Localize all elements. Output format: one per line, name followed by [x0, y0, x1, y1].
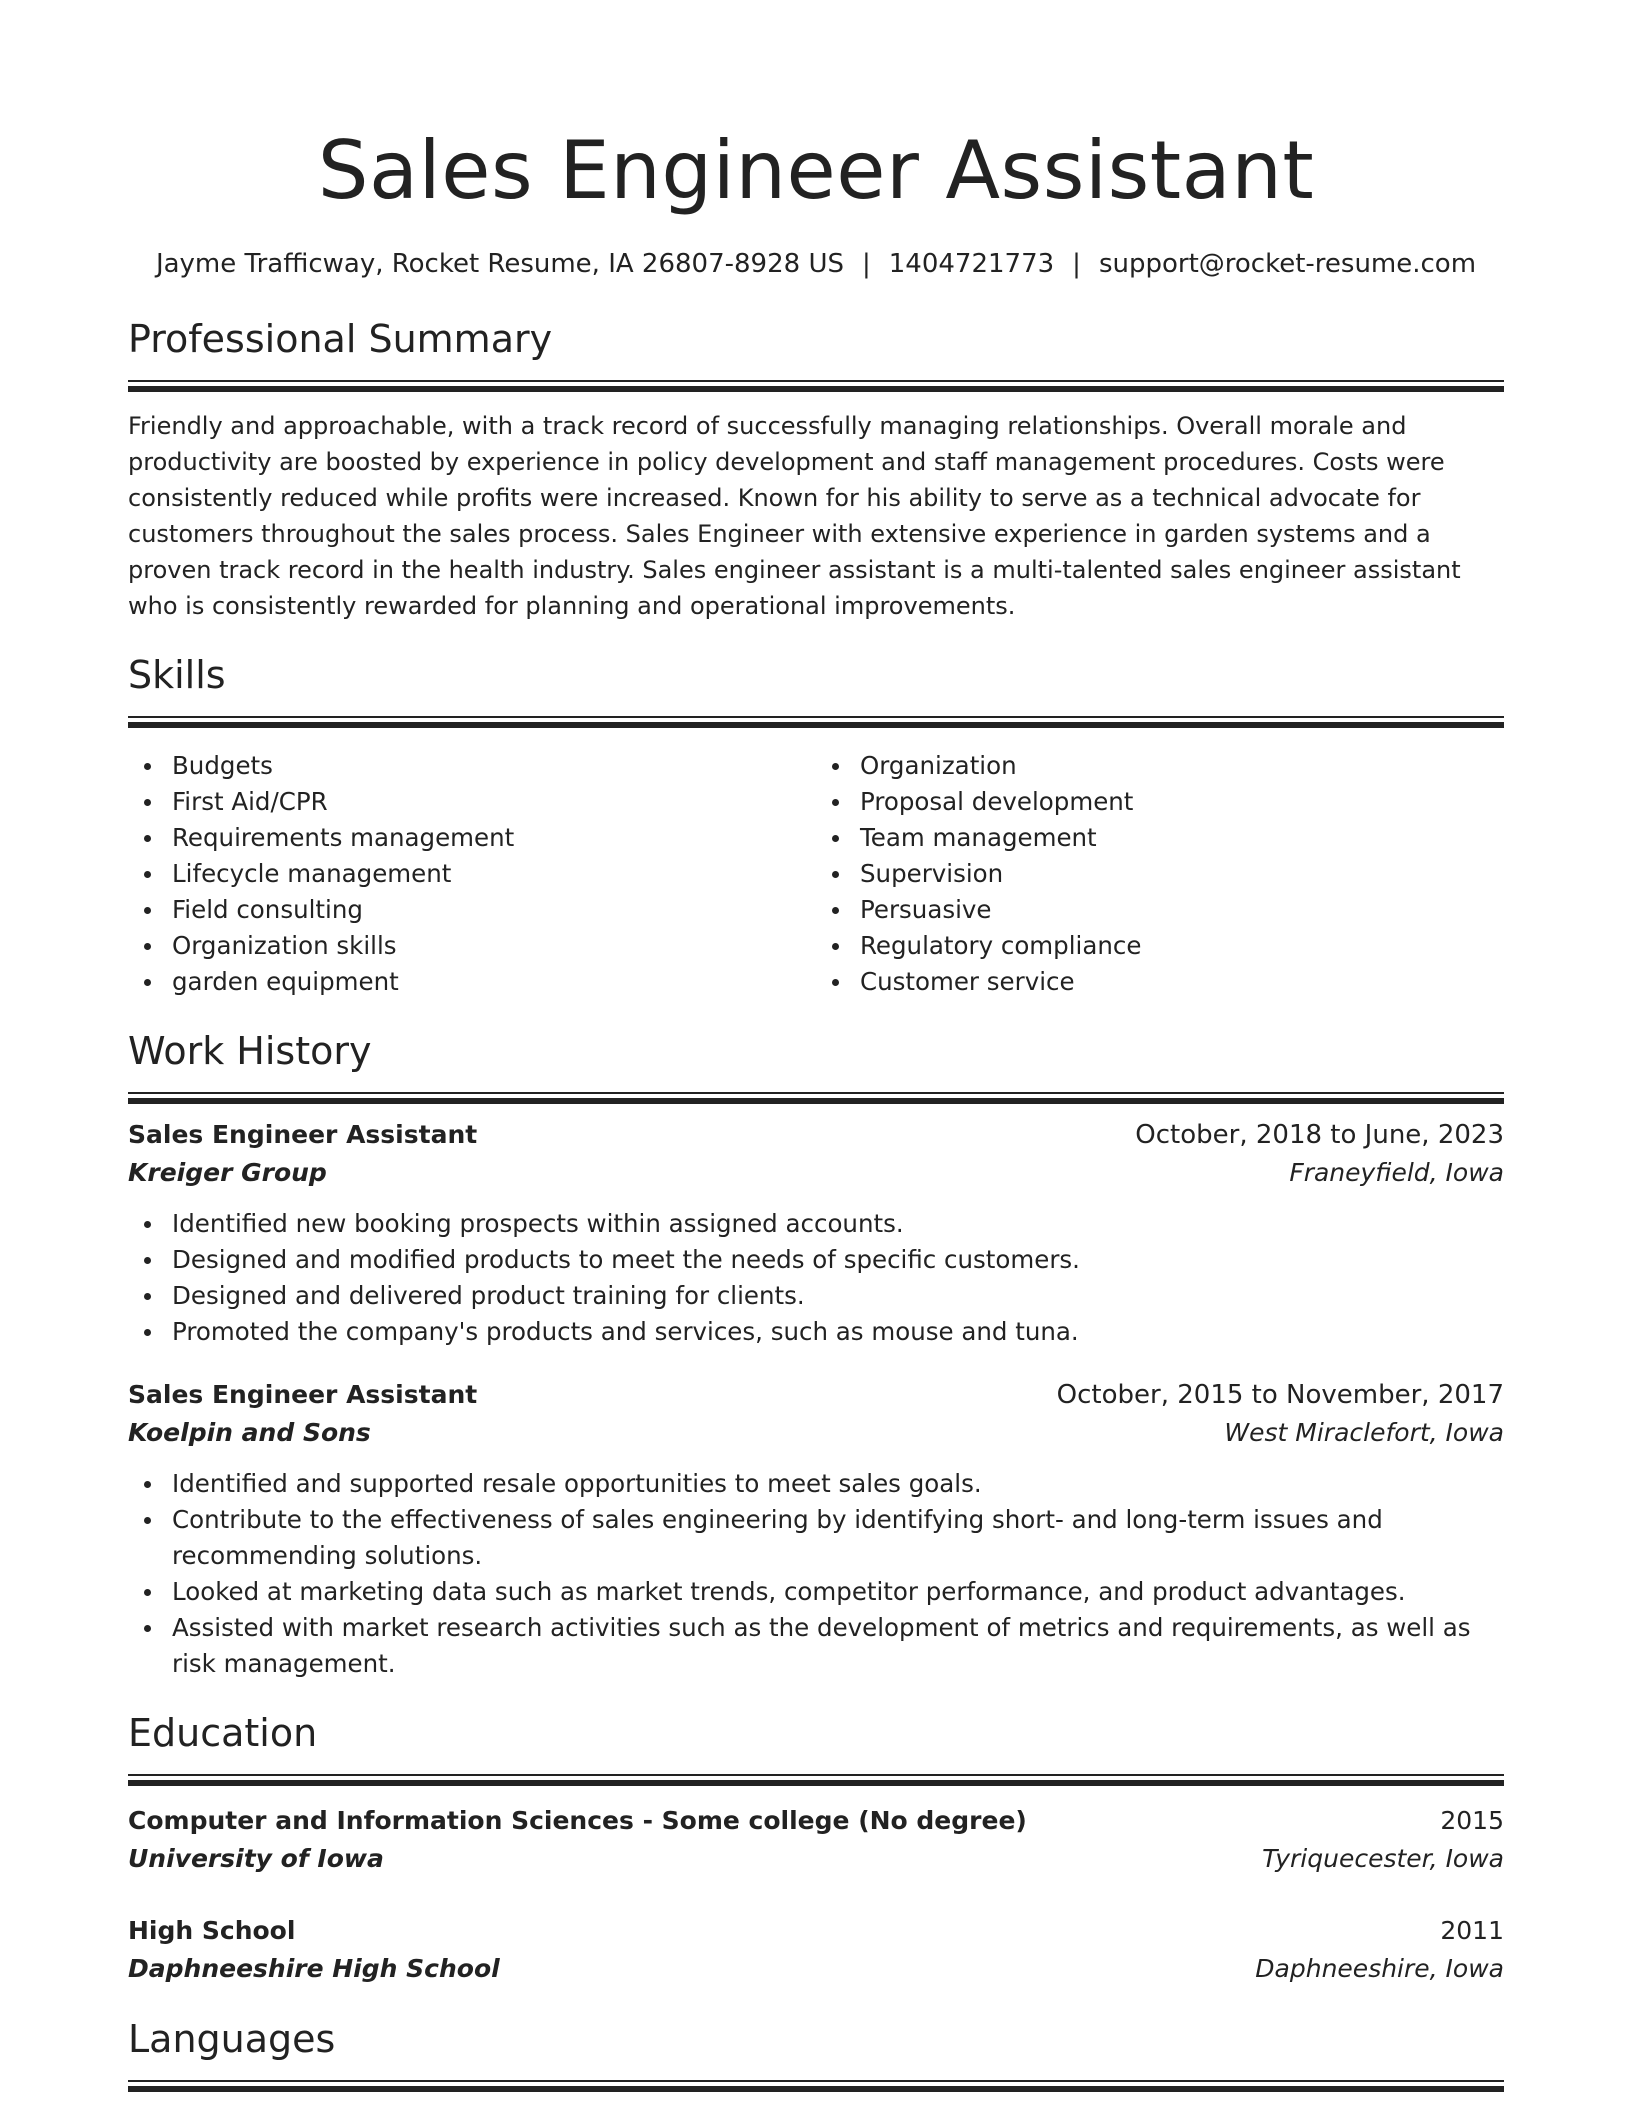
resume-title: Sales Engineer Assistant: [317, 124, 1315, 217]
job-title: Sales Engineer Assistant: [128, 1120, 478, 1149]
education-header-row: [128, 1912, 1504, 1950]
education-degree: Computer and Information Sciences - Some college (No degree): [128, 1806, 1027, 1835]
job-header-row: [128, 1116, 1504, 1154]
contact-line: [128, 246, 1504, 282]
summary-text: Friendly and approachable, with a track record of successfully managing relationships. Overall morale and productivity are boosted by experience in policy development and staff management procedures. Costs were consistently reduced while profits were increased. Known for his ability to serve as a technical advocate for customers throughout the sales process. Sales Engineer with extensive experience in garden systems and a proven track record in the health industry. Sales engineer assistant is a multi-talented sales engineer assistant who is consistently rewarded for planning and operational improvements.: [128, 412, 1461, 620]
education-section: [128, 1710, 1504, 1988]
education-school: Daphneeshire High School: [128, 1954, 500, 1983]
job-entry: [128, 1376, 1504, 1682]
languages-section: [128, 2016, 1504, 2094]
education-location: Daphneeshire, Iowa: [1255, 1954, 1504, 1983]
duty-item: Designed and modified products to meet the needs of specific customers.: [128, 1242, 1504, 1278]
skill-item: Customer service: [816, 964, 1504, 1000]
section-divider: [128, 1092, 1504, 1106]
education-header-row: [128, 1802, 1504, 1840]
job-company-row: [128, 1154, 1504, 1192]
section-divider: [128, 716, 1504, 730]
skills-section: [128, 652, 1504, 1000]
duty-item: Contribute to the effectiveness of sales engineering by identifying short- and long-term issues and recommending solutions.: [128, 1502, 1504, 1574]
skill-item: Team management: [816, 820, 1504, 856]
summary-section: [128, 316, 1504, 624]
education-school: University of Iowa: [128, 1844, 384, 1873]
duty-item: Promoted the company's products and services, such as mouse and tuna.: [128, 1314, 1504, 1350]
skills-column-left: [128, 748, 816, 1000]
job-company-row: [128, 1414, 1504, 1452]
resume-content: [128, 0, 1504, 2094]
section-divider: [128, 380, 1504, 394]
skill-item: Supervision: [816, 856, 1504, 892]
duty-item: Assisted with market research activities such as the development of metrics and requirements, as well as risk management.: [128, 1610, 1504, 1682]
duty-item: Looked at marketing data such as market trends, competitor performance, and product advantages.: [128, 1574, 1504, 1610]
job-header-row: [128, 1376, 1504, 1414]
education-location: Tyriquecester, Iowa: [1262, 1844, 1504, 1873]
education-entry: [128, 1802, 1504, 1878]
duty-item: Designed and delivered product training for clients.: [128, 1278, 1504, 1314]
skill-item: Lifecycle management: [128, 856, 816, 892]
section-heading-work: Work History: [128, 1029, 372, 1073]
skills-column-right: [816, 748, 1504, 1000]
job-duties: [128, 1206, 1504, 1350]
section-divider: [128, 2080, 1504, 2094]
job-duties: [128, 1466, 1504, 1682]
skill-item: Proposal development: [816, 784, 1504, 820]
skill-item: Organization skills: [128, 928, 816, 964]
job-entry: [128, 1116, 1504, 1350]
education-school-row: [128, 1840, 1504, 1878]
job-location: Franeyfield, Iowa: [1289, 1158, 1504, 1187]
job-company: Kreiger Group: [128, 1158, 327, 1187]
skill-item: Organization: [816, 748, 1504, 784]
skill-item: Requirements management: [128, 820, 816, 856]
skill-item: garden equipment: [128, 964, 816, 1000]
section-heading-languages: Languages: [128, 2017, 336, 2061]
contact-email: support@rocket-resume.com: [1098, 249, 1477, 279]
contact-address: Jayme Trafficway, Rocket Resume, IA 26807-8928 US: [155, 249, 844, 279]
skill-item: Regulatory compliance: [816, 928, 1504, 964]
education-year: 2015: [1440, 1806, 1504, 1835]
job-location: West Miraclefort, Iowa: [1224, 1418, 1504, 1447]
job-dates: October, 2018 to June, 2023: [1135, 1120, 1504, 1150]
skill-item: Persuasive: [816, 892, 1504, 928]
contact-separator: |: [861, 249, 871, 279]
education-school-row: [128, 1950, 1504, 1988]
section-divider: [128, 1774, 1504, 1788]
job-title: Sales Engineer Assistant: [128, 1380, 478, 1409]
section-heading-skills: Skills: [128, 653, 226, 697]
job-dates: October, 2015 to November, 2017: [1056, 1380, 1504, 1410]
duty-item: Identified new booking prospects within assigned accounts.: [128, 1206, 1504, 1242]
education-entry: [128, 1912, 1504, 1988]
education-year: 2011: [1440, 1916, 1504, 1945]
skills-list: [128, 748, 1504, 1000]
contact-separator: |: [1072, 249, 1081, 279]
section-heading-summary: Professional Summary: [128, 317, 553, 361]
work-section: [128, 1028, 1504, 1682]
skill-item: First Aid/CPR: [128, 784, 816, 820]
job-company: Koelpin and Sons: [128, 1418, 371, 1447]
section-heading-education: Education: [128, 1711, 318, 1755]
skill-item: Field consulting: [128, 892, 816, 928]
duty-item: Identified and supported resale opportunities to meet sales goals.: [128, 1466, 1504, 1502]
contact-phone: 1404721773: [888, 249, 1055, 279]
education-degree: High School: [128, 1916, 296, 1945]
skill-item: Budgets: [128, 748, 816, 784]
